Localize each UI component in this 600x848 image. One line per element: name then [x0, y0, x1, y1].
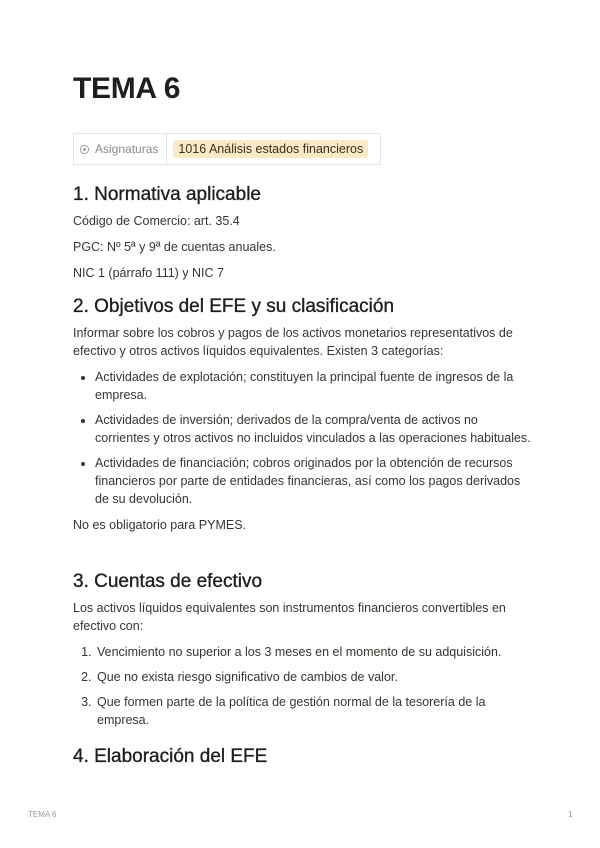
property-value: [167, 134, 380, 164]
section-heading-4: 4. Elaboración del EFE: [73, 746, 268, 767]
subject-tag[interactable]: 1016 Análisis estados financieros: [173, 140, 368, 158]
bullet-list: [73, 368, 533, 508]
paragraph: Código de Comercio: art. 35.4: [73, 214, 240, 228]
list-item: • Actividades de explotación; constituyen la principal fuente de ingresos de la empresa.: [95, 368, 533, 404]
list-item: 2. Que no exista riesgo significativo de cambios de valor.: [95, 668, 533, 686]
section-heading-2: 2. Objetivos del EFE y su clasificación: [73, 296, 395, 317]
footer-title: TEMA 6: [28, 810, 57, 819]
section-3-body: [73, 599, 533, 736]
property-row: [73, 133, 381, 165]
footer-page-number: 1: [568, 810, 573, 819]
list-item: • Actividades de inversión; derivados de la compra/venta de activos no corrientes y otros activos no incluidos vinculados a las operaciones habituales.: [95, 411, 533, 447]
list-item: 1. Vencimiento no superior a los 3 meses en el momento de su adquisición.: [95, 643, 533, 661]
paragraph: No es obligatorio para PYMES.: [73, 518, 247, 532]
section-heading-3: 3. Cuentas de efectivo: [73, 571, 263, 592]
page-title: TEMA 6: [73, 72, 181, 105]
paragraph: Los activos líquidos equivalentes son instrumentos financieros convertibles en efectivo con:: [73, 601, 506, 633]
section-2-body: [73, 324, 533, 534]
numbered-list: [73, 643, 533, 729]
property-label-text: Asignaturas: [95, 142, 159, 156]
paragraph: PGC: Nº 5ª y 9ª de cuentas anuales.: [73, 240, 276, 254]
section-1-body: [73, 212, 533, 282]
paragraph: NIC 1 (párrafo 111) y NIC 7: [73, 266, 224, 280]
paragraph: Informar sobre los cobros y pagos de los activos monetarios representativos de efectivo y otros activos líquidos equivalentes. Existen 3 categorías:: [73, 326, 513, 358]
list-item: 3. Que formen parte de la política de gestión normal de la tesorería de la empresa.: [95, 693, 533, 729]
section-heading-1: 1. Normativa aplicable: [73, 184, 261, 205]
list-item: • Actividades de financiación; cobros originados por la obtención de recursos financieros por parte de entidades financieras, así como los pagos derivados de su devolución.: [95, 454, 533, 508]
relation-icon: [80, 145, 89, 154]
property-label: [74, 134, 167, 164]
